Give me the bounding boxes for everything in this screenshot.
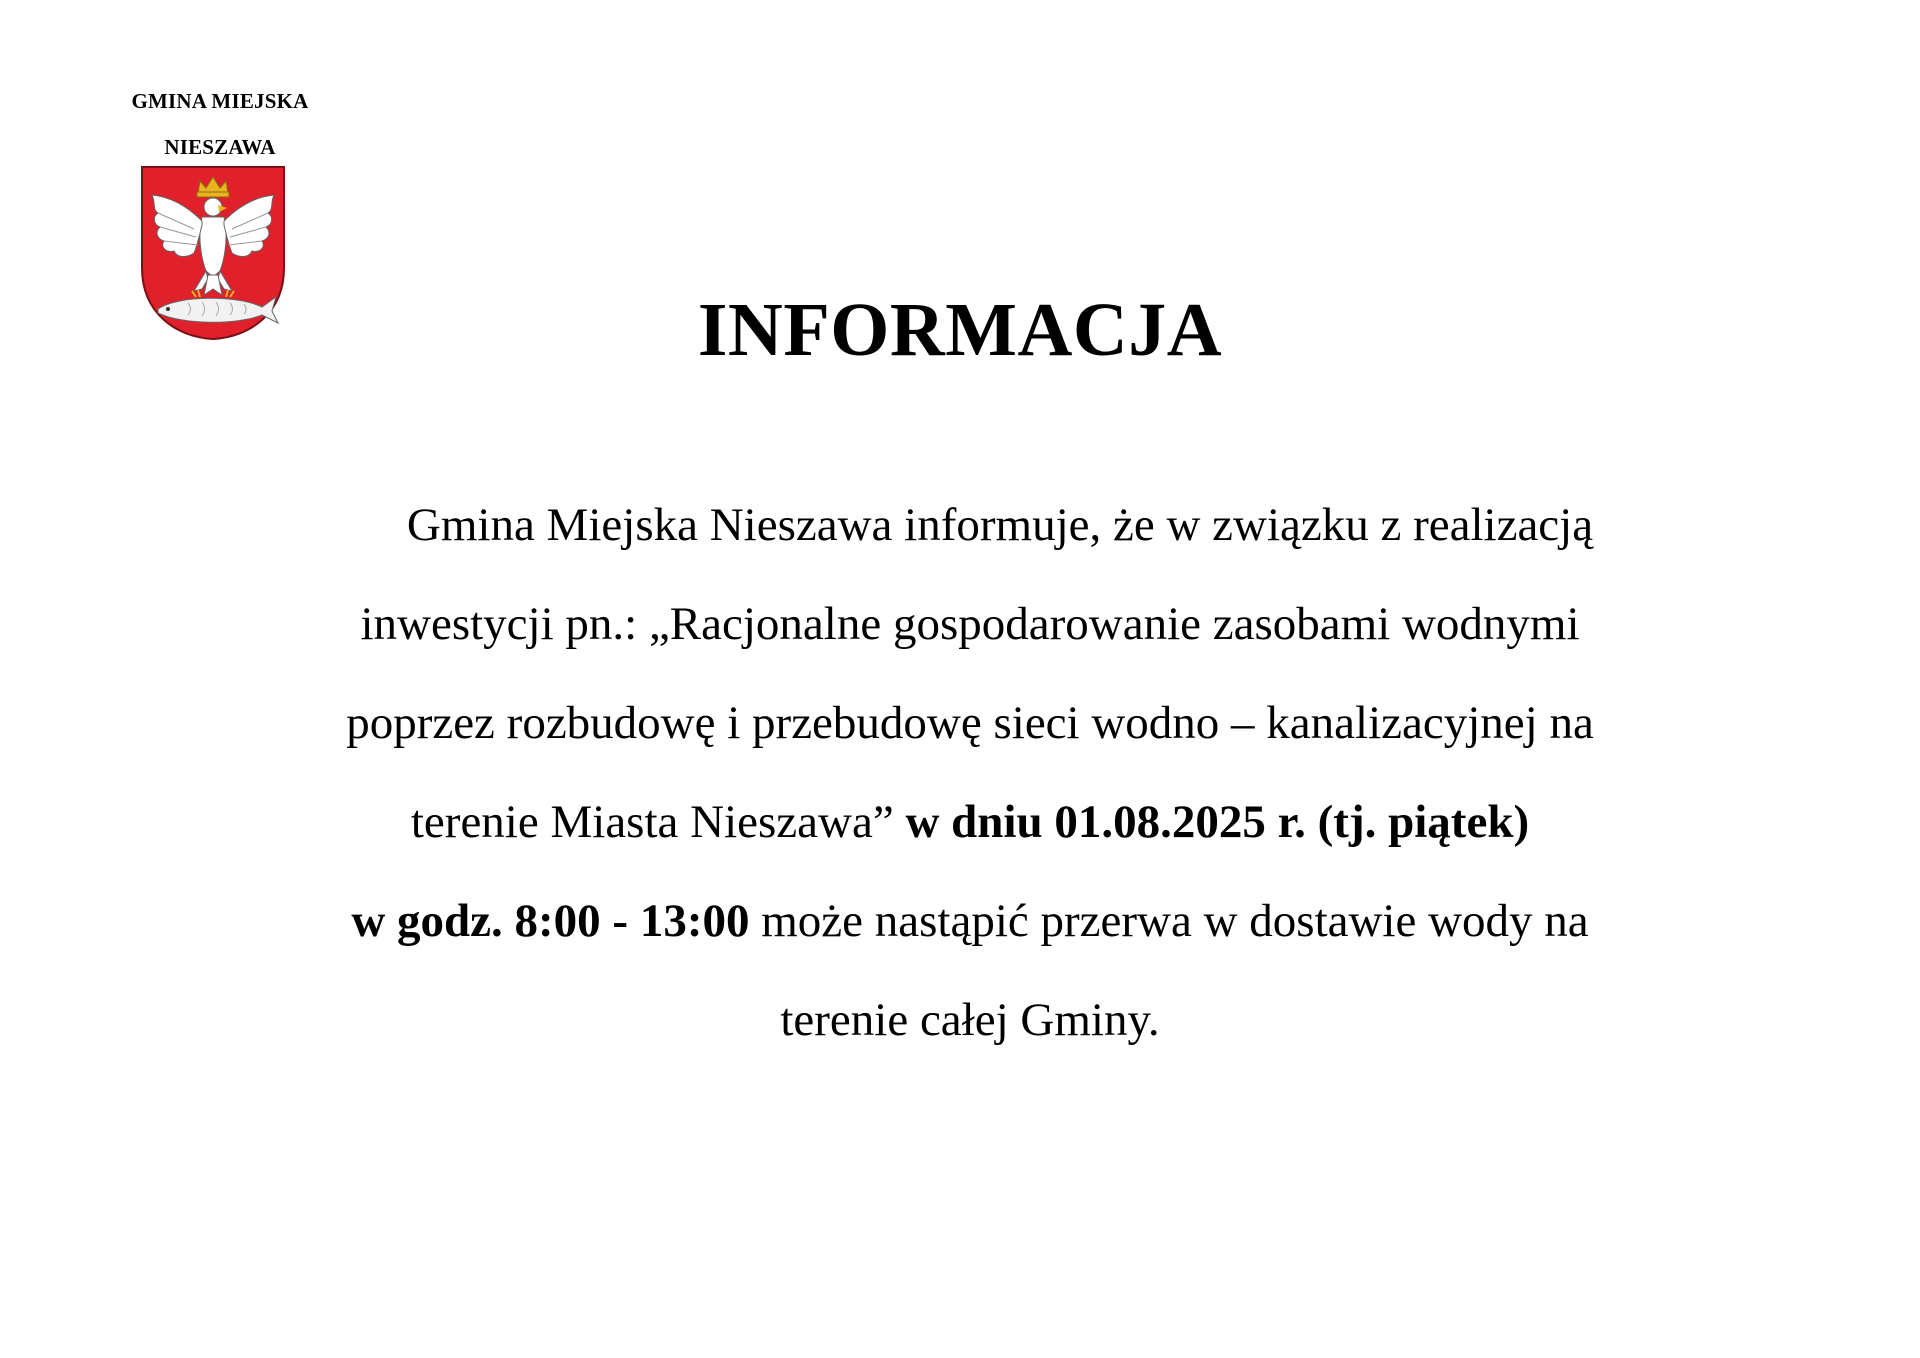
body-text: terenie Miasta Nieszawa”	[410, 796, 894, 848]
organization-name	[100, 78, 340, 170]
body-line-1	[200, 476, 1740, 575]
organization-name-line1: GMINA MIEJSKA	[131, 89, 309, 113]
body-line-3	[200, 674, 1740, 773]
body-line-5	[200, 872, 1740, 971]
document-body	[200, 476, 1740, 1070]
body-line-2	[200, 575, 1740, 674]
body-line-6	[200, 971, 1740, 1070]
outage-hours: w godz. 8:00 - 13:00	[351, 895, 750, 947]
body-text: terenie całej Gminy.	[780, 994, 1160, 1046]
outage-date: w dniu 01.08.2025 r. (tj. piątek)	[905, 796, 1530, 848]
body-text: Gmina Miejska Nieszawa informuje, że w związku z realizacją	[406, 499, 1594, 551]
document-title: INFORMACJA	[697, 288, 1223, 372]
body-text: może nastąpić przerwa w dostawie wody na	[761, 895, 1589, 947]
body-line-4	[200, 773, 1740, 872]
body-text: poprzez rozbudowę i przebudowę sieci wodno – kanalizacyjnej na	[346, 697, 1594, 749]
organization-name-line2: NIESZAWA	[164, 135, 276, 159]
body-text: inwestycji pn.: „Racjonalne gospodarowanie zasobami wodnymi	[360, 598, 1580, 650]
